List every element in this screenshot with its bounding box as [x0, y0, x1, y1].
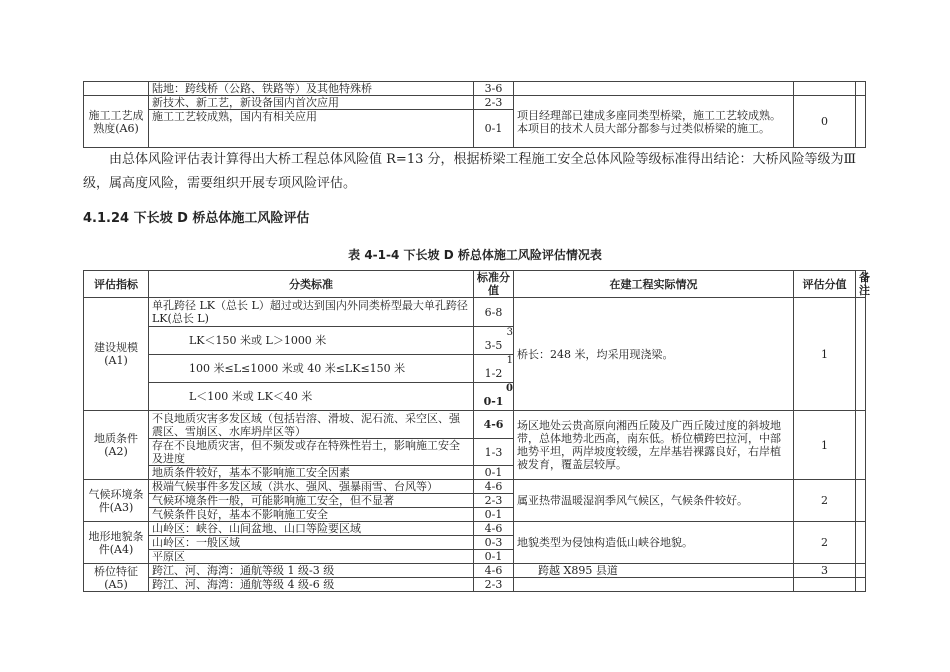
- header-indicator: 评估指标: [84, 271, 149, 298]
- std-score-cell: 0-1: [474, 550, 514, 564]
- header-remark: 备注: [856, 271, 866, 298]
- std-score-cell: 2-3: [474, 578, 514, 592]
- criterion-cell: 跨江、河、海湾：通航等级 4 级-6 级: [149, 578, 474, 592]
- criterion-cell: 极端气候事件多发区域（洪水、强风、强暴雨雪、台风等）: [149, 480, 474, 494]
- std-score-cell: [474, 327, 514, 355]
- header-score: 评估分值: [794, 271, 856, 298]
- score-cell: 1: [794, 298, 856, 411]
- criterion-cell: 气候环境条件一般，可能影响施工安全，但不显著: [149, 494, 474, 508]
- criterion-cell: 不良地质灾害多发区域（包括岩溶、滑坡、泥石流、采空区、强震区、雪崩区、水库坍岸区等）: [149, 411, 474, 439]
- table-row: [84, 82, 866, 96]
- side-score-label: 1: [506, 355, 513, 366]
- criterion-cell: 施工工艺较成熟，国内有相关应用: [149, 110, 474, 148]
- indicator-cell: 施工工艺成熟度(A6): [84, 96, 149, 148]
- header-row: [84, 271, 866, 298]
- table-row: [84, 96, 866, 110]
- situation-cell: [514, 578, 794, 592]
- criterion-cell: 陆地：跨线桥（公路、铁路等）及其他特殊桥: [149, 82, 474, 96]
- criterion-cell: 平原区: [149, 550, 474, 564]
- std-score-cell: 4-6: [474, 522, 514, 536]
- remark-cell: [856, 564, 866, 578]
- indicator-cell: 桥位特征(A5): [84, 564, 149, 592]
- conclusion-paragraph: 由总体风险评估表计算得出大桥工程总体风险值 R=13 分，根据桥梁工程施工安全总体风险等级标准得出结论：大桥风险等级为Ⅲ级，属高度风险，需要组织开展专项风险评估。: [83, 152, 857, 191]
- side-score-label: 0: [506, 383, 513, 394]
- criterion-cell: 跨江、河、海湾：通航等级 1 级-3 级: [149, 564, 474, 578]
- score-cell: 3: [794, 564, 856, 578]
- std-score-cell: 0-1: [474, 466, 514, 480]
- table-row: [84, 411, 866, 439]
- std-score-value: 3-5: [484, 339, 503, 352]
- criterion-cell: 存在不良地质灾害，但不频发或存在特殊性岩土，影响施工安全及进度: [149, 439, 474, 466]
- table-caption: 表 4-1-4 下长坡 D 桥总体施工风险评估情况表: [348, 248, 602, 262]
- indicator-cell: 气候环境条件(A3): [84, 480, 149, 522]
- std-score-value: 1-2: [484, 367, 503, 380]
- std-score-cell: 6-8: [474, 298, 514, 327]
- indicator-cell: 建设规模(A1): [84, 298, 149, 411]
- table-row: [84, 564, 866, 578]
- risk-assessment-table: [83, 270, 870, 592]
- situation-cell: [514, 82, 794, 96]
- indicator-cell: 地形地貌条件(A4): [84, 522, 149, 564]
- std-score-value: 0-1: [483, 395, 504, 408]
- situation-cell: 桥长：248 米，均采用现浇梁。: [514, 298, 794, 411]
- section-title: 4.1.24 下长坡 D 桥总体施工风险评估: [83, 211, 310, 226]
- std-score-cell: [474, 383, 514, 411]
- score-cell: 2: [794, 522, 856, 564]
- criterion-cell: 新技术、新工艺，新设备国内首次应用: [149, 96, 474, 110]
- criterion-cell: 山岭区：峡谷、山间盆地、山口等险要区域: [149, 522, 474, 536]
- criterion-cell: 100 米≤L≤1000 米或 40 米≤LK≤150 米: [149, 355, 474, 383]
- criterion-cell: 地质条件较好，基本不影响施工安全因素: [149, 466, 474, 480]
- std-score-cell: 0-1: [474, 508, 514, 522]
- criterion-cell: 山岭区：一般区域: [149, 536, 474, 550]
- header-std-score: 标准分值: [474, 271, 514, 298]
- situation-cell: 场区地处云贵高原向湘西丘陵及广西丘陵过度的斜坡地带，总体地势北西高，南东低。桥位横跨巴拉河，中部地势平坦，两岸坡度较缓，左岸基岩裸露良好，右岸植被发育，覆盖层较厚。: [514, 411, 794, 480]
- score-cell: 0: [794, 96, 856, 148]
- score-cell: [794, 578, 856, 592]
- remark-cell: [856, 480, 866, 522]
- remark-cell: [856, 298, 866, 411]
- std-score-cell: 4-6: [474, 564, 514, 578]
- table-row: [84, 522, 866, 536]
- std-score-cell: [474, 355, 514, 383]
- indicator-cell: 地质条件(A2): [84, 411, 149, 480]
- std-score-cell: 2-3: [474, 96, 514, 110]
- header-situation: 在建工程实际情况: [514, 271, 794, 298]
- table-row: [84, 298, 866, 327]
- situation-cell: 地貌类型为侵蚀构造低山峡谷地貌。: [514, 522, 794, 564]
- std-score-cell: 4-6: [474, 480, 514, 494]
- table-row: [84, 578, 866, 592]
- table-row: [84, 480, 866, 494]
- situation-cell: 项目经理部已建成多座同类型桥梁，施工工艺较成熟。本项目的技术人员大部分都参与过类似桥梁的施工。: [514, 96, 794, 148]
- score-cell: 1: [794, 411, 856, 480]
- header-criteria: 分类标准: [149, 271, 474, 298]
- remark-cell: [856, 82, 866, 96]
- criterion-cell: 气候条件良好，基本不影响施工安全: [149, 508, 474, 522]
- remark-cell: [856, 578, 866, 592]
- remark-cell: [856, 522, 866, 564]
- indicator-cell: [84, 82, 149, 96]
- situation-cell: 属亚热带温暖湿润季风气候区，气候条件较好。: [514, 480, 794, 522]
- std-score-cell: 0-3: [474, 536, 514, 550]
- std-score-cell: 2-3: [474, 494, 514, 508]
- remark-cell: [856, 96, 866, 148]
- std-score-cell: 4-6: [474, 411, 514, 439]
- remark-cell: [856, 411, 866, 480]
- score-cell: 2: [794, 480, 856, 522]
- criterion-cell: LK＜150 米或 L＞1000 米: [149, 327, 474, 355]
- criterion-cell: L＜100 米或 LK＜40 米: [149, 383, 474, 411]
- std-score-cell: 3-6: [474, 82, 514, 96]
- prev-risk-table: [83, 81, 866, 148]
- std-score-cell: 0-1: [474, 110, 514, 148]
- score-cell: [794, 82, 856, 96]
- std-score-cell: 1-3: [474, 439, 514, 466]
- side-score-label: 3: [506, 327, 513, 338]
- criterion-cell: 单孔跨径 LK（总长 L）超过或达到国内外同类桥型最大单孔跨径 LK(总长 L): [149, 298, 474, 327]
- situation-cell: 跨越 X895 县道: [514, 564, 794, 578]
